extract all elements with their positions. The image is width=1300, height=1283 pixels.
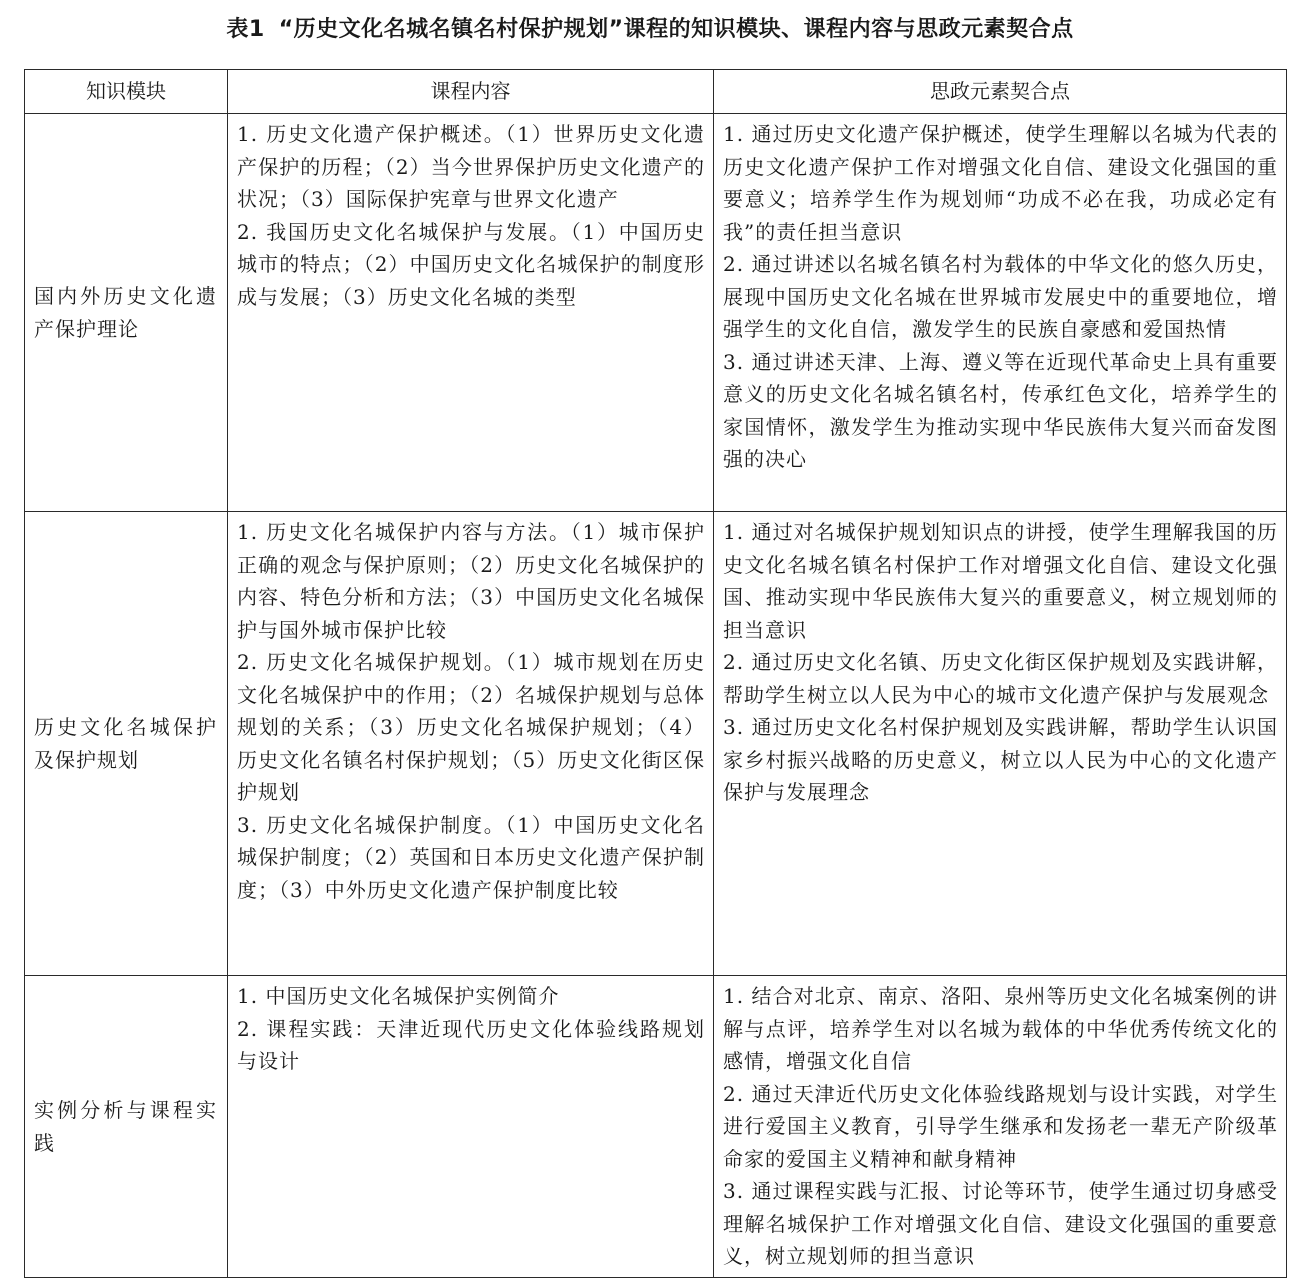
header-module: 知识模块 [25, 70, 228, 114]
content-item: 1. 中国历史文化名城保护实例简介 [237, 984, 560, 1008]
table-caption [0, 14, 1300, 46]
module-cell: 国内外历史文化遗产保护理论 [25, 114, 228, 512]
content-item: 1. 历史文化名城保护内容与方法。（1）城市保护正确的观念与保护原则；（2）历史文化名城保护的内容、特色分析和方法；（3）中国历史文化名城保护与国外城市保护比较 [237, 520, 705, 642]
ideology-item: 2. 通过讲述以名城名镇名村为载体的中华文化的悠久历史，展现中国历史文化名城在世界城市发展史中的重要地位，增强学生的文化自信，激发学生的民族自豪感和爱国热情 [723, 252, 1278, 341]
ideology-item: 2. 通过历史文化名镇、历史文化街区保护规划及实践讲解，帮助学生树立以人民为中心的城市文化遗产保护与发展观念 [723, 650, 1278, 707]
header-row [25, 70, 1287, 114]
table-row [25, 976, 1287, 1278]
module-cell: 历史文化名城保护及保护规划 [25, 512, 228, 976]
ideology-cell [714, 976, 1287, 1278]
content-cell [228, 976, 714, 1278]
table-row [25, 114, 1287, 512]
ideology-item: 3. 通过课程实践与汇报、讨论等环节，使学生通过切身感受理解名城保护工作对增强文化自信、建设文化强国的重要意义，树立规划师的担当意识 [723, 1179, 1278, 1268]
ideology-item: 1. 通过历史文化遗产保护概述，使学生理解以名城为代表的历史文化遗产保护工作对增强文化自信、建设文化强国的重要意义；培养学生作为规划师“功成不必在我，功成必定有我”的责任担当意识 [723, 122, 1278, 244]
content-item: 2. 课程实践：天津近现代历史文化体验线路规划与设计 [237, 1016, 705, 1073]
ideology-item: 3. 通过历史文化名村保护规划及实践讲解，帮助学生认识国家乡村振兴战略的历史意义，树立以人民为中心的文化遗产保护与发展理念 [723, 715, 1278, 804]
ideology-item: 2. 通过天津近代历史文化体验线路规划与设计实践，对学生进行爱国主义教育，引导学生继承和发扬老一辈无产阶级革命家的爱国主义精神和献身精神 [723, 1081, 1278, 1171]
content-item: 3. 历史文化名城保护制度。（1）中国历史文化名城保护制度；（2）英国和日本历史文化遗产保护制度；（3）中外历史文化遗产保护制度比较 [237, 812, 705, 902]
module-cell: 实例分析与课程实践 [25, 976, 228, 1278]
content-item: 2. 我国历史文化名城保护与发展。（1）中国历史城市的特点；（2）中国历史文化名城保护的制度形成与发展；（3）历史文化名城的类型 [237, 219, 705, 309]
ideology-cell [714, 114, 1287, 512]
table-row [25, 512, 1287, 976]
course-table [24, 69, 1287, 1278]
header-content: 课程内容 [228, 70, 714, 114]
table-number: 表1 [226, 17, 265, 42]
content-item: 2. 历史文化名城保护规划。（1）城市规划在历史文化名城保护中的作用；（2）名城保护规划与总体规划的关系；（3）历史文化名城保护规划；（4）历史文化名镇名村保护规划；（5）历史文化街区保护规划 [237, 650, 705, 804]
ideology-item: 1. 结合对北京、南京、洛阳、泉州等历史文化名城案例的讲解与点评，培养学生对以名城为载体的中华优秀传统文化的感情，增强文化自信 [723, 984, 1278, 1073]
table-title: “历史文化名城名镇名村保护规划”课程的知识模块、课程内容与思政元素契合点 [278, 17, 1074, 42]
ideology-cell [714, 512, 1287, 976]
ideology-item: 1. 通过对名城保护规划知识点的讲授，使学生理解我国的历史文化名城名镇名村保护工作对增强文化自信、建设文化强国、推动实现中华民族伟大复兴的重要意义，树立规划师的担当意识 [723, 520, 1278, 642]
ideology-item: 3. 通过讲述天津、上海、遵义等在近现代革命史上具有重要意义的历史文化名城名镇名村，传承红色文化，培养学生的家国情怀，激发学生为推动实现中华民族伟大复兴而奋发图强的决心 [723, 349, 1278, 471]
content-item: 1. 历史文化遗产保护概述。（1）世界历史文化遗产保护的历程；（2）当今世界保护历史文化遗产的状况；（3）国际保护宪章与世界文化遗产 [237, 122, 705, 211]
content-cell [228, 114, 714, 512]
header-ideology: 思政元素契合点 [714, 70, 1287, 114]
content-cell [228, 512, 714, 976]
